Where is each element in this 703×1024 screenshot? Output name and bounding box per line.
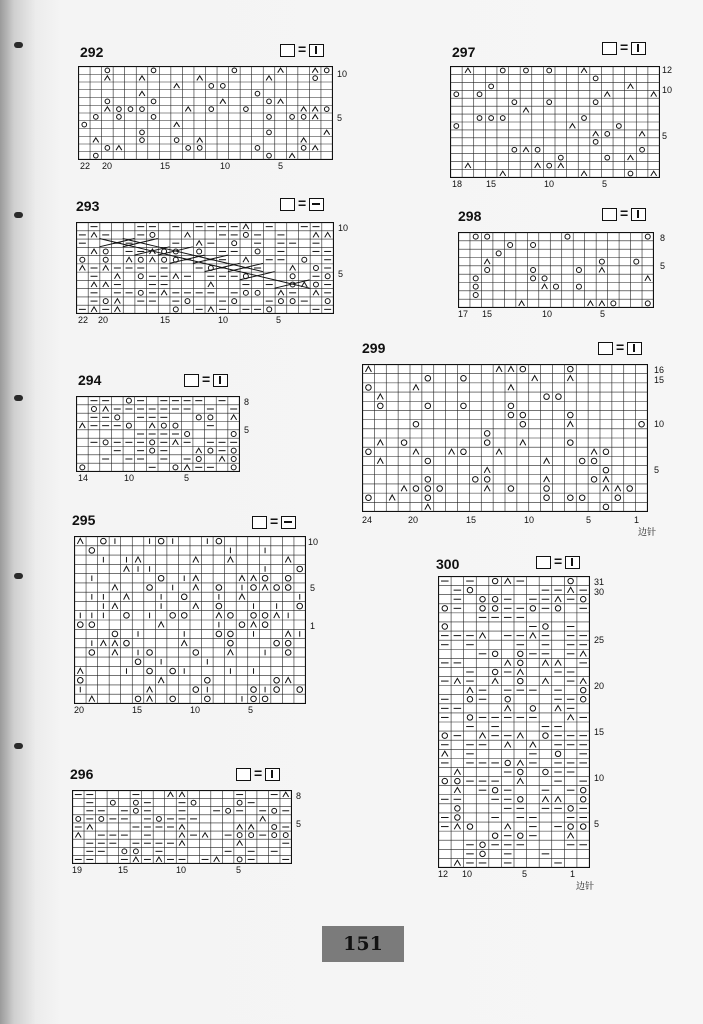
stitch-grid [78, 66, 333, 160]
legend-symbol [281, 516, 296, 529]
chart-number: 300 [436, 556, 460, 572]
legend-empty-cell [252, 516, 267, 529]
x-tick: 5 [600, 309, 606, 319]
y-tick: 10 [662, 85, 673, 95]
legend-symbol [631, 208, 646, 221]
x-tick: 5 [236, 865, 242, 875]
y-tick: 12 [662, 65, 673, 75]
legend-symbol [309, 44, 324, 57]
x-tick: 20 [102, 161, 113, 171]
edge-stitch-label: 边针 [576, 881, 595, 891]
binding-mark [14, 212, 23, 218]
binding-mark [14, 573, 23, 579]
y-tick: 5 [337, 113, 343, 123]
x-tick: 20 [74, 705, 85, 715]
y-tick: 16 [654, 365, 665, 375]
page-number-box [322, 926, 404, 962]
stitch-grid [438, 576, 590, 868]
x-tick: 5 [184, 473, 190, 483]
legend-empty-cell [602, 42, 617, 55]
x-tick: 5 [276, 315, 282, 325]
x-tick: 1 [570, 869, 576, 879]
y-tick: 30 [594, 587, 605, 597]
x-tick: 5 [586, 515, 592, 525]
x-tick: 15 [486, 179, 497, 189]
legend-empty-cell [184, 374, 199, 387]
y-tick: 1 [310, 621, 316, 631]
legend-symbol [565, 556, 580, 569]
stitch-grid [450, 66, 660, 178]
legend-empty-cell [598, 342, 613, 355]
x-tick: 5 [602, 179, 608, 189]
chart-number: 292 [80, 44, 104, 60]
x-tick: 10 [542, 309, 553, 319]
y-tick: 31 [594, 577, 605, 587]
y-tick: 5 [338, 269, 344, 279]
x-tick: 20 [408, 515, 419, 525]
x-tick: 15 [118, 865, 129, 875]
y-tick: 15 [594, 727, 605, 737]
legend-empty-cell [280, 44, 295, 57]
x-tick: 22 [80, 161, 91, 171]
y-tick: 5 [660, 261, 666, 271]
legend-symbol [309, 198, 324, 211]
y-tick: 10 [337, 69, 348, 79]
y-tick: 20 [594, 681, 605, 691]
x-tick: 15 [132, 705, 143, 715]
x-tick: 12 [438, 869, 449, 879]
stitch-grid [362, 364, 648, 512]
x-tick: 22 [78, 315, 89, 325]
x-tick: 10 [218, 315, 229, 325]
chart-number: 295 [72, 512, 96, 528]
legend-empty-cell [536, 556, 551, 569]
legend-symbol [631, 42, 646, 55]
x-tick: 15 [466, 515, 477, 525]
x-tick: 10 [176, 865, 187, 875]
chart-number: 298 [458, 208, 482, 224]
x-tick: 14 [78, 473, 89, 483]
y-tick: 5 [296, 819, 302, 829]
y-tick: 8 [660, 233, 666, 243]
y-tick: 10 [654, 419, 665, 429]
x-tick: 19 [72, 865, 83, 875]
binding-mark [14, 395, 23, 401]
x-tick: 5 [248, 705, 254, 715]
stitch-grid [76, 222, 334, 314]
y-tick: 5 [594, 819, 600, 829]
legend-symbol [213, 374, 228, 387]
x-tick: 15 [160, 161, 171, 171]
y-tick: 25 [594, 635, 605, 645]
binding-mark [14, 743, 23, 749]
x-tick: 10 [190, 705, 201, 715]
stitch-grid [72, 790, 292, 864]
legend-empty-cell [280, 198, 295, 211]
x-tick: 1 [634, 515, 640, 525]
chart-number: 294 [78, 372, 102, 388]
x-tick: 15 [160, 315, 171, 325]
x-tick: 10 [524, 515, 535, 525]
y-tick: 10 [594, 773, 605, 783]
stitch-grid [74, 536, 306, 704]
chart-number: 293 [76, 198, 100, 214]
stitch-grid [458, 232, 654, 308]
y-tick: 15 [654, 375, 665, 385]
x-tick: 5 [278, 161, 284, 171]
x-tick: 10 [544, 179, 555, 189]
x-tick: 10 [462, 869, 473, 879]
y-tick: 10 [308, 537, 319, 547]
y-tick: 5 [244, 425, 250, 435]
y-tick: 10 [338, 223, 349, 233]
x-tick: 24 [362, 515, 373, 525]
page-number: 151 [343, 933, 383, 955]
x-tick: 5 [522, 869, 528, 879]
y-tick: 5 [662, 131, 668, 141]
stitch-grid [76, 396, 240, 472]
x-tick: 18 [452, 179, 463, 189]
legend-empty-cell [602, 208, 617, 221]
x-tick: 20 [98, 315, 109, 325]
y-tick: 8 [244, 397, 250, 407]
binding-mark [14, 42, 23, 48]
chart-number: 296 [70, 766, 94, 782]
chart-number: 297 [452, 44, 476, 60]
legend-symbol [265, 768, 280, 781]
chart-number: 299 [362, 340, 386, 356]
x-tick: 10 [124, 473, 135, 483]
x-tick: 15 [482, 309, 493, 319]
y-tick: 5 [654, 465, 660, 475]
legend-empty-cell [236, 768, 251, 781]
book-page: 292 = 22 20 15 10 5 10 5 293 = 22 20 15 10 5 10 5 294 = 14 10 5 8 5 295 = 20 15 10 5 10 5 1 296 = 19 15 10 5 8 5 297 = 18 15 10 5 12 10 5 298 = 17 15 10 5 8 5 299 = 24 20 15 10 5 1 边针 16 15 10 5 300 = 12 10 5 1 边针 31 30 25 20 15 10 5 151 [0, 0, 703, 1024]
y-tick: 8 [296, 791, 302, 801]
x-tick: 10 [220, 161, 231, 171]
x-tick: 17 [458, 309, 469, 319]
legend-symbol [627, 342, 642, 355]
y-tick: 5 [310, 583, 316, 593]
edge-stitch-label: 边针 [638, 527, 657, 537]
